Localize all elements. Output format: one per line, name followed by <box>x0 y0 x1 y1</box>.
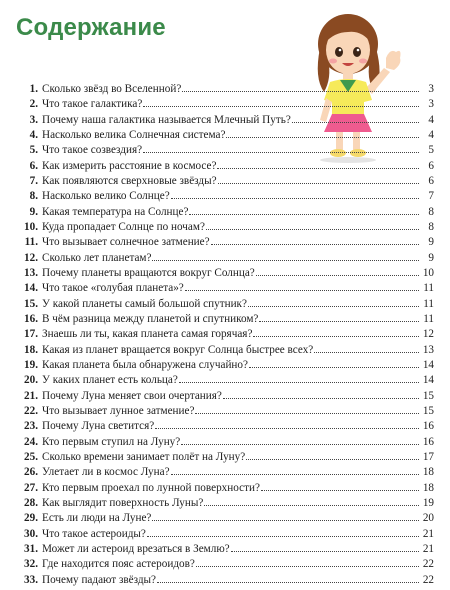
toc-entry-title: У какой планеты самый большой спутник? <box>42 297 247 310</box>
toc-entry-page: 5 <box>428 144 434 157</box>
toc-leader-dots <box>292 122 419 123</box>
toc-entry[interactable] <box>14 266 434 281</box>
toc-leader-dots <box>195 413 419 414</box>
toc-entry[interactable] <box>14 312 434 327</box>
toc-entry-number: 29. <box>24 512 38 525</box>
toc-entry[interactable] <box>14 527 434 542</box>
toc-entry-title: Есть ли люди на Луне? <box>42 512 152 525</box>
toc-entry-title: Куда пропадает Солнце по ночам? <box>42 220 205 233</box>
toc-leader-dots <box>206 229 419 230</box>
toc-entry-number: 5. <box>29 144 38 157</box>
toc-entry-title: В чём разница между планетой и спутником? <box>42 312 259 325</box>
toc-entry[interactable] <box>14 143 434 158</box>
toc-leader-dots <box>217 168 419 169</box>
toc-entry-page: 14 <box>422 374 434 387</box>
toc-entry[interactable] <box>14 435 434 450</box>
toc-entry-title: Как измерить расстояние в космосе? <box>42 159 217 172</box>
toc-leader-dots <box>179 382 419 383</box>
toc-entry-page: 16 <box>422 435 434 448</box>
toc-entry-page: 9 <box>428 236 434 249</box>
toc-entry-title: Почему наша галактика называется Млечный Путь? <box>42 113 291 126</box>
toc-entry-number: 13. <box>24 266 38 279</box>
toc-entry[interactable] <box>14 573 434 588</box>
toc-entry[interactable] <box>14 481 434 496</box>
page-title: Содержание <box>16 14 166 41</box>
toc-entry-page: 8 <box>428 220 434 233</box>
toc-entry-number: 8. <box>29 190 38 203</box>
toc-leader-dots <box>147 536 419 537</box>
toc-entry-number: 26. <box>24 466 38 479</box>
toc-entry-number: 18. <box>24 343 38 356</box>
toc-entry[interactable] <box>14 128 434 143</box>
toc-entry[interactable] <box>14 235 434 250</box>
toc-entry[interactable] <box>14 251 434 266</box>
toc-entry-number: 24. <box>24 435 38 448</box>
toc-leader-dots <box>143 106 419 107</box>
toc-entry-page: 6 <box>428 174 434 187</box>
toc-entry[interactable] <box>14 220 434 235</box>
toc-entry-title: Кто первым проехал по лунной поверхности? <box>42 481 260 494</box>
toc-entry[interactable] <box>14 542 434 557</box>
toc-entry-number: 16. <box>24 312 38 325</box>
toc-leader-dots <box>155 428 419 429</box>
toc-entry-number: 22. <box>24 404 38 417</box>
toc-entry-page: 17 <box>422 450 434 463</box>
toc-entry-page: 3 <box>428 98 434 111</box>
toc-leader-dots <box>261 490 419 491</box>
toc-leader-dots <box>204 505 419 506</box>
toc-entry-page: 4 <box>428 113 434 126</box>
toc-leader-dots <box>152 520 419 521</box>
toc-entry-number: 30. <box>24 527 38 540</box>
toc-leader-dots <box>185 290 419 291</box>
toc-entry-title: Что вызывает солнечное затмение? <box>42 236 210 249</box>
toc-leader-dots <box>246 459 419 460</box>
toc-entry-page: 14 <box>422 358 434 371</box>
toc-entry-page: 15 <box>422 404 434 417</box>
toc-entry-title: Что такое астероиды? <box>42 527 146 540</box>
toc-leader-dots <box>189 214 419 215</box>
toc-leader-dots <box>143 152 419 153</box>
toc-entry-page: 12 <box>422 328 434 341</box>
toc-entry-title: Где находится пояс астероидов? <box>42 558 195 571</box>
toc-entry-page: 18 <box>422 466 434 479</box>
toc-entry-number: 2. <box>29 98 38 111</box>
toc-entry-title: Что такое галактика? <box>42 98 143 111</box>
toc-entry-title: Сколько звёзд во Вселенной? <box>42 83 182 95</box>
toc-entry[interactable] <box>14 404 434 419</box>
toc-entry-number: 4. <box>29 128 38 141</box>
toc-entry-title: У каких планет есть кольца? <box>42 374 178 387</box>
toc-entry-title: Почему Луна меняет свои очертания? <box>42 389 222 402</box>
toc-entry-number: 9. <box>29 205 38 218</box>
toc-leader-dots <box>226 137 419 138</box>
toc-entry-page: 22 <box>422 558 434 571</box>
toc-entry-page: 10 <box>422 266 434 279</box>
toc-entry[interactable] <box>14 205 434 220</box>
toc-entry-title: Насколько велико Солнце? <box>42 190 170 203</box>
toc-leader-dots <box>314 352 419 353</box>
toc-entry-number: 20. <box>24 374 38 387</box>
toc-entry[interactable] <box>14 343 434 358</box>
toc-entry[interactable] <box>14 496 434 511</box>
toc-entry-title: Может ли астероид врезаться в Землю? <box>42 542 230 555</box>
toc-entry[interactable] <box>14 174 434 189</box>
toc-entry-number: 28. <box>24 496 38 509</box>
toc-entry-number: 6. <box>29 159 38 172</box>
toc-entry-number: 10. <box>24 220 38 233</box>
toc-leader-dots <box>231 551 419 552</box>
toc-leader-dots <box>152 260 419 261</box>
toc-entry-title: Кто первым ступил на Луну? <box>42 435 181 448</box>
toc-entry-page: 3 <box>428 83 434 95</box>
toc-entry[interactable] <box>14 419 434 434</box>
toc-entry-title: Что такое созвездия? <box>42 144 143 157</box>
toc-entry[interactable] <box>14 465 434 480</box>
toc-entry-page: 15 <box>422 389 434 402</box>
toc-entry-number: 7. <box>29 174 38 187</box>
toc-entry-page: 11 <box>423 282 434 295</box>
toc-entry-title: Что такое «голубая планета»? <box>42 282 184 295</box>
toc-entry-title: Как выглядит поверхность Луны? <box>42 496 204 509</box>
toc-entry-title: Как появляются сверхновые звёзды? <box>42 174 217 187</box>
toc-entry[interactable] <box>14 281 434 296</box>
toc-entry-title: Почему падают звёзды? <box>42 573 157 586</box>
toc-entry-page: 8 <box>428 205 434 218</box>
toc-entry-title: Какая из планет вращается вокруг Солнца быстрее всех? <box>42 343 314 356</box>
toc-entry-title: Знаешь ли ты, какая планета самая горячая? <box>42 328 253 341</box>
toc-entry-page: 22 <box>422 573 434 586</box>
toc-leader-dots <box>196 566 419 567</box>
table-of-contents <box>14 82 434 588</box>
toc-entry-number: 19. <box>24 358 38 371</box>
toc-entry-number: 12. <box>24 251 38 264</box>
toc-entry[interactable] <box>14 327 434 342</box>
toc-entry-title: Сколько лет планетам? <box>42 251 152 264</box>
toc-leader-dots <box>223 398 419 399</box>
toc-entry-page: 6 <box>428 159 434 172</box>
toc-entry[interactable] <box>14 113 434 128</box>
toc-entry-page: 7 <box>428 190 434 203</box>
toc-entry-number: 27. <box>24 481 38 494</box>
toc-entry-page: 21 <box>422 527 434 540</box>
toc-entry[interactable] <box>14 450 434 465</box>
toc-entry-page: 9 <box>428 251 434 264</box>
toc-entry-number: 31. <box>24 542 38 555</box>
toc-entry-number: 14. <box>24 282 38 295</box>
toc-entry-page: 16 <box>422 420 434 433</box>
toc-leader-dots <box>218 183 419 184</box>
toc-entry-page: 19 <box>422 496 434 509</box>
toc-entry-page: 11 <box>423 312 434 325</box>
toc-entry[interactable] <box>14 297 434 312</box>
toc-entry-page: 18 <box>422 481 434 494</box>
toc-entry-number: 15. <box>24 297 38 310</box>
toc-leader-dots <box>249 367 419 368</box>
toc-entry-number: 25. <box>24 450 38 463</box>
toc-entry-title: Улетает ли в космос Луна? <box>42 466 170 479</box>
toc-entry-number: 17. <box>24 328 38 341</box>
toc-entry-number: 33. <box>24 573 38 586</box>
toc-entry-title: Почему Луна светится? <box>42 420 155 433</box>
toc-leader-dots <box>171 474 419 475</box>
toc-entry[interactable] <box>14 389 434 404</box>
toc-entry[interactable] <box>14 511 434 526</box>
toc-entry-number: 32. <box>24 558 38 571</box>
toc-entry-number: 1. <box>29 83 38 95</box>
toc-entry[interactable] <box>14 159 434 174</box>
toc-leader-dots <box>182 91 419 92</box>
toc-entry[interactable] <box>14 189 434 204</box>
toc-entry-title: Насколько велика Солнечная система? <box>42 128 226 141</box>
toc-entry[interactable] <box>14 358 434 373</box>
toc-leader-dots <box>253 336 419 337</box>
toc-leader-dots <box>171 198 419 199</box>
toc-entry-page: 11 <box>423 297 434 310</box>
toc-leader-dots <box>181 444 419 445</box>
toc-entry-number: 3. <box>29 113 38 126</box>
toc-entry-page: 13 <box>422 343 434 356</box>
toc-entry[interactable] <box>14 82 434 97</box>
toc-entry-title: Почему планеты вращаются вокруг Солнца? <box>42 266 255 279</box>
toc-entry-number: 11. <box>24 236 38 249</box>
toc-leader-dots <box>256 275 419 276</box>
toc-leader-dots <box>259 321 419 322</box>
toc-entry-page: 4 <box>428 128 434 141</box>
toc-entry-title: Сколько времени занимает полёт на Луну? <box>42 450 246 463</box>
toc-entry-page: 21 <box>422 542 434 555</box>
toc-entry-number: 23. <box>24 420 38 433</box>
toc-entry[interactable] <box>14 373 434 388</box>
toc-entry[interactable] <box>14 557 434 572</box>
toc-entry-page: 20 <box>422 512 434 525</box>
toc-entry[interactable] <box>14 97 434 112</box>
toc-leader-dots <box>157 582 419 583</box>
toc-entry-title: Что вызывает лунное затмение? <box>42 404 195 417</box>
toc-entry-number: 21. <box>24 389 38 402</box>
toc-entry-title: Какая планета была обнаружена случайно? <box>42 358 248 371</box>
toc-leader-dots <box>248 306 419 307</box>
toc-leader-dots <box>211 244 419 245</box>
toc-entry-title: Какая температура на Солнце? <box>42 205 189 218</box>
